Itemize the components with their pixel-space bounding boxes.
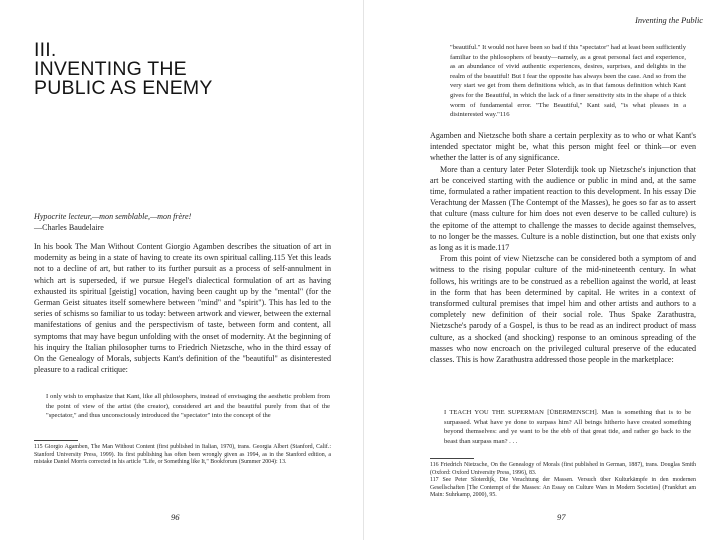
footnotes-right bbox=[430, 462, 696, 500]
epigraph-quote: Hypocrite lecteur,—mon semblable,—mon frère! bbox=[34, 212, 192, 221]
footnote-115: 115 Giorgio Agamben, The Man Without Content (first published in Italian, 1970), trans. Georgia Albert (Stanford, Calif.: Stanford University Press, 1999). Its first publishing has often been wrongly given as 1994, as in the Stanford edition, a mistake Daniel Morris corrected in his article "Life, or Something like It," Bookforum (Summer 2004): 13. bbox=[34, 444, 331, 466]
zarathustra-block-quote: I TEACH YOU THE SUPERMAN [ÜBERMENSCH]. Man is something that is to be surpassed. What have ye done to surpass him? All beings hitherto have created something beyond themselves: and ye want to be the ebb of that great tide, and rather go back to the beast than surpass man? . . . bbox=[444, 409, 691, 445]
block-quote-continued: "beautiful." It would not have been so bad if this "spectator" had at least been sufficiently familiar to the philosophers of beauty—namely, as a great personal fact and experience, as an abundance of vivid authentic experiences, desires, surprises, and delights in the realm of the beautiful! But I fear the opposite has always been the case. And so from the very start we get from them definitions which, as in that famous definition which Kant gives for the Beautiful, in which the lack of a finer sensitivity sits in the shape of a thick worm of fundamental error. "The Beautiful," Kant said, "is what pleases in a disinterested way."116 bbox=[450, 44, 686, 119]
footnote-116: 116 Friedrich Nietzsche, On the Genealogy of Morals (first published in German, 1887), trans. Douglas Smith (Oxford: Oxford University Press, 1996), 83. bbox=[430, 462, 696, 476]
page-number: 96 bbox=[171, 512, 180, 522]
chapter-title-line-1: INVENTING THE bbox=[34, 58, 187, 80]
paragraph: In his book The Man Without Content Giorgio Agamben describes the situation of art in modernity as being in a state of having to create its own spiritual calling.115 Yet this leads not to a decline of art, but rather to its further pursuit as a process of self-annulment in which art is superseded, if we pursue Hegel's dialectical formulation of art as having exhausted its spiritual [geistig] vocation, having been caught up by the "mental" (for the German Geist situates itself somewhere between "mind" and "spirit"). This has led to the series of schisms so familiar to us today: between artwork and viewer, between the external manifestations of genius and the perspectivism of taste, between form and content, all symptoms that may have begun unfolding with the onset of modernity. At the beginning of his inquiry the Italian philosopher turns to Friedrich Nietzsche, who in the third essay of On the Genealogy of Morals, subjects Kant's definition of the "beautiful" as disinterested pleasure to a radical critique: bbox=[34, 242, 331, 375]
paragraph-1: Agamben and Nietzsche both share a certain perplexity as to who or what Kant's intended spectator might be, what this person might feel or think—or even whether the latter is of any significance. bbox=[430, 131, 696, 163]
right-page bbox=[364, 0, 728, 540]
chapter-title-line-2: PUBLIC AS ENEMY bbox=[34, 77, 213, 99]
footnote-rule bbox=[430, 458, 474, 459]
nietzsche-block-quote: I only wish to emphasize that Kant, like all philosophers, instead of envisaging the aesthetic problem from the point of view of the artist (the creator), considered art and the beautiful purely from that of the "spectator," and thus unconsciously introduced the "spectator" into the concept of the bbox=[46, 393, 330, 420]
right-body-text bbox=[430, 130, 696, 365]
chapter-number: III. bbox=[34, 39, 57, 61]
paragraph-3: From this point of view Nietzsche can be considered both a symptom of and witness to the rising popular culture of the mid-nineteenth century. In what follows, his writings are to be construed as a rebellion against the world, at least in the form that has been determined by capital. He writes in a context of transformed cultural premises that impel him and other artists and authors to a completely new definition of their social role. Thus Spake Zarathustra, Nietzsche's parody of a Gospel, is thus to be read as an indirect product of mass culture, as a shocked (and shocking) response to an ominous spreading of the masses who now encroach on the privileged cultural preserve of the educated classes. This is how Zarathustra addressed those people in the marketplace: bbox=[430, 254, 696, 365]
left-body-text bbox=[34, 241, 331, 375]
footnote-117: 117 See Peter Sloterdijk, Die Verachtung der Massen. Versuch über Kulturkämpfe in den modernen Gesellschaften [The Contempt of the Masses: An Essay on Culture Wars in Modern Societies] (Frankfurt am Main: Suhrkamp, 2000), 95. bbox=[430, 477, 696, 499]
running-head: Inventing the Public bbox=[635, 16, 703, 25]
footnotes-left bbox=[34, 444, 331, 467]
page-number: 97 bbox=[557, 512, 566, 522]
paragraph-2: More than a century later Peter Sloterdijk took up Nietzsche's injunction that art be conceived starting with the audience or public in mind and, at the same time, formulated a rather impatient reaction to this development. In his essay Die Verachtung der Massen (The Contempt of the Masses), he goes so far as to assert that culture (mass culture for him does not even deserve to be called culture) is the epitome of the attempt to challenge the masses to decide against themselves, to no longer be the masses. Culture is a noble distinction, but one that exists only as long as it is made.117 bbox=[430, 164, 696, 253]
footnote-rule bbox=[34, 440, 78, 441]
epigraph bbox=[34, 211, 191, 233]
epigraph-author: —Charles Baudelaire bbox=[34, 223, 104, 233]
chapter-title bbox=[34, 41, 213, 98]
